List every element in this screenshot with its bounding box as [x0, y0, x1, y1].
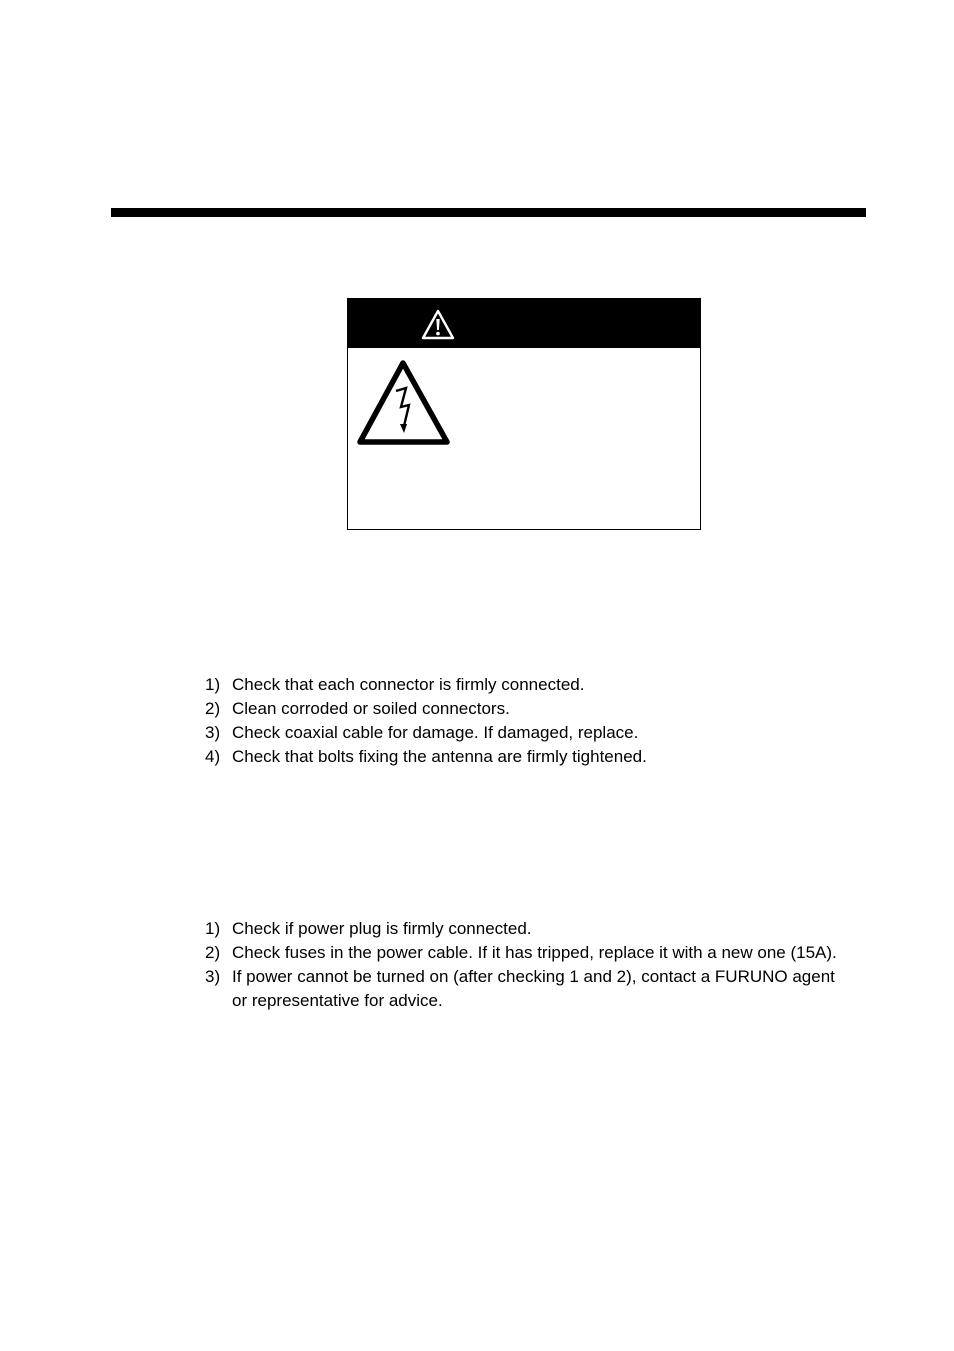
list-item: 2) Check fuses in the power cable. If it has tripped, replace it with a new one (15A). [205, 943, 837, 962]
list-item: 3) If power cannot be turned on (after checking 1 and 2), contact a FURUNO agent or representative for advice. [205, 967, 835, 1010]
list-item: 4) Check that bolts fixing the antenna are firmly tightened. [205, 747, 647, 766]
connector-check-list [205, 673, 845, 769]
list-item: 1) Check that each connector is firmly connected. [205, 675, 585, 694]
caution-triangle-icon [421, 309, 455, 340]
warning-box [347, 298, 701, 530]
list-item: 1) Check if power plug is firmly connected. [205, 919, 532, 938]
power-check-list [205, 917, 845, 1013]
list-item: 2) Clean corroded or soiled connectors. [205, 699, 510, 718]
chapter-top-rule [111, 208, 866, 217]
list-item: 3) Check coaxial cable for damage. If damaged, replace. [205, 723, 639, 742]
electric-shock-warning-icon [357, 360, 450, 446]
warning-header [348, 299, 700, 348]
